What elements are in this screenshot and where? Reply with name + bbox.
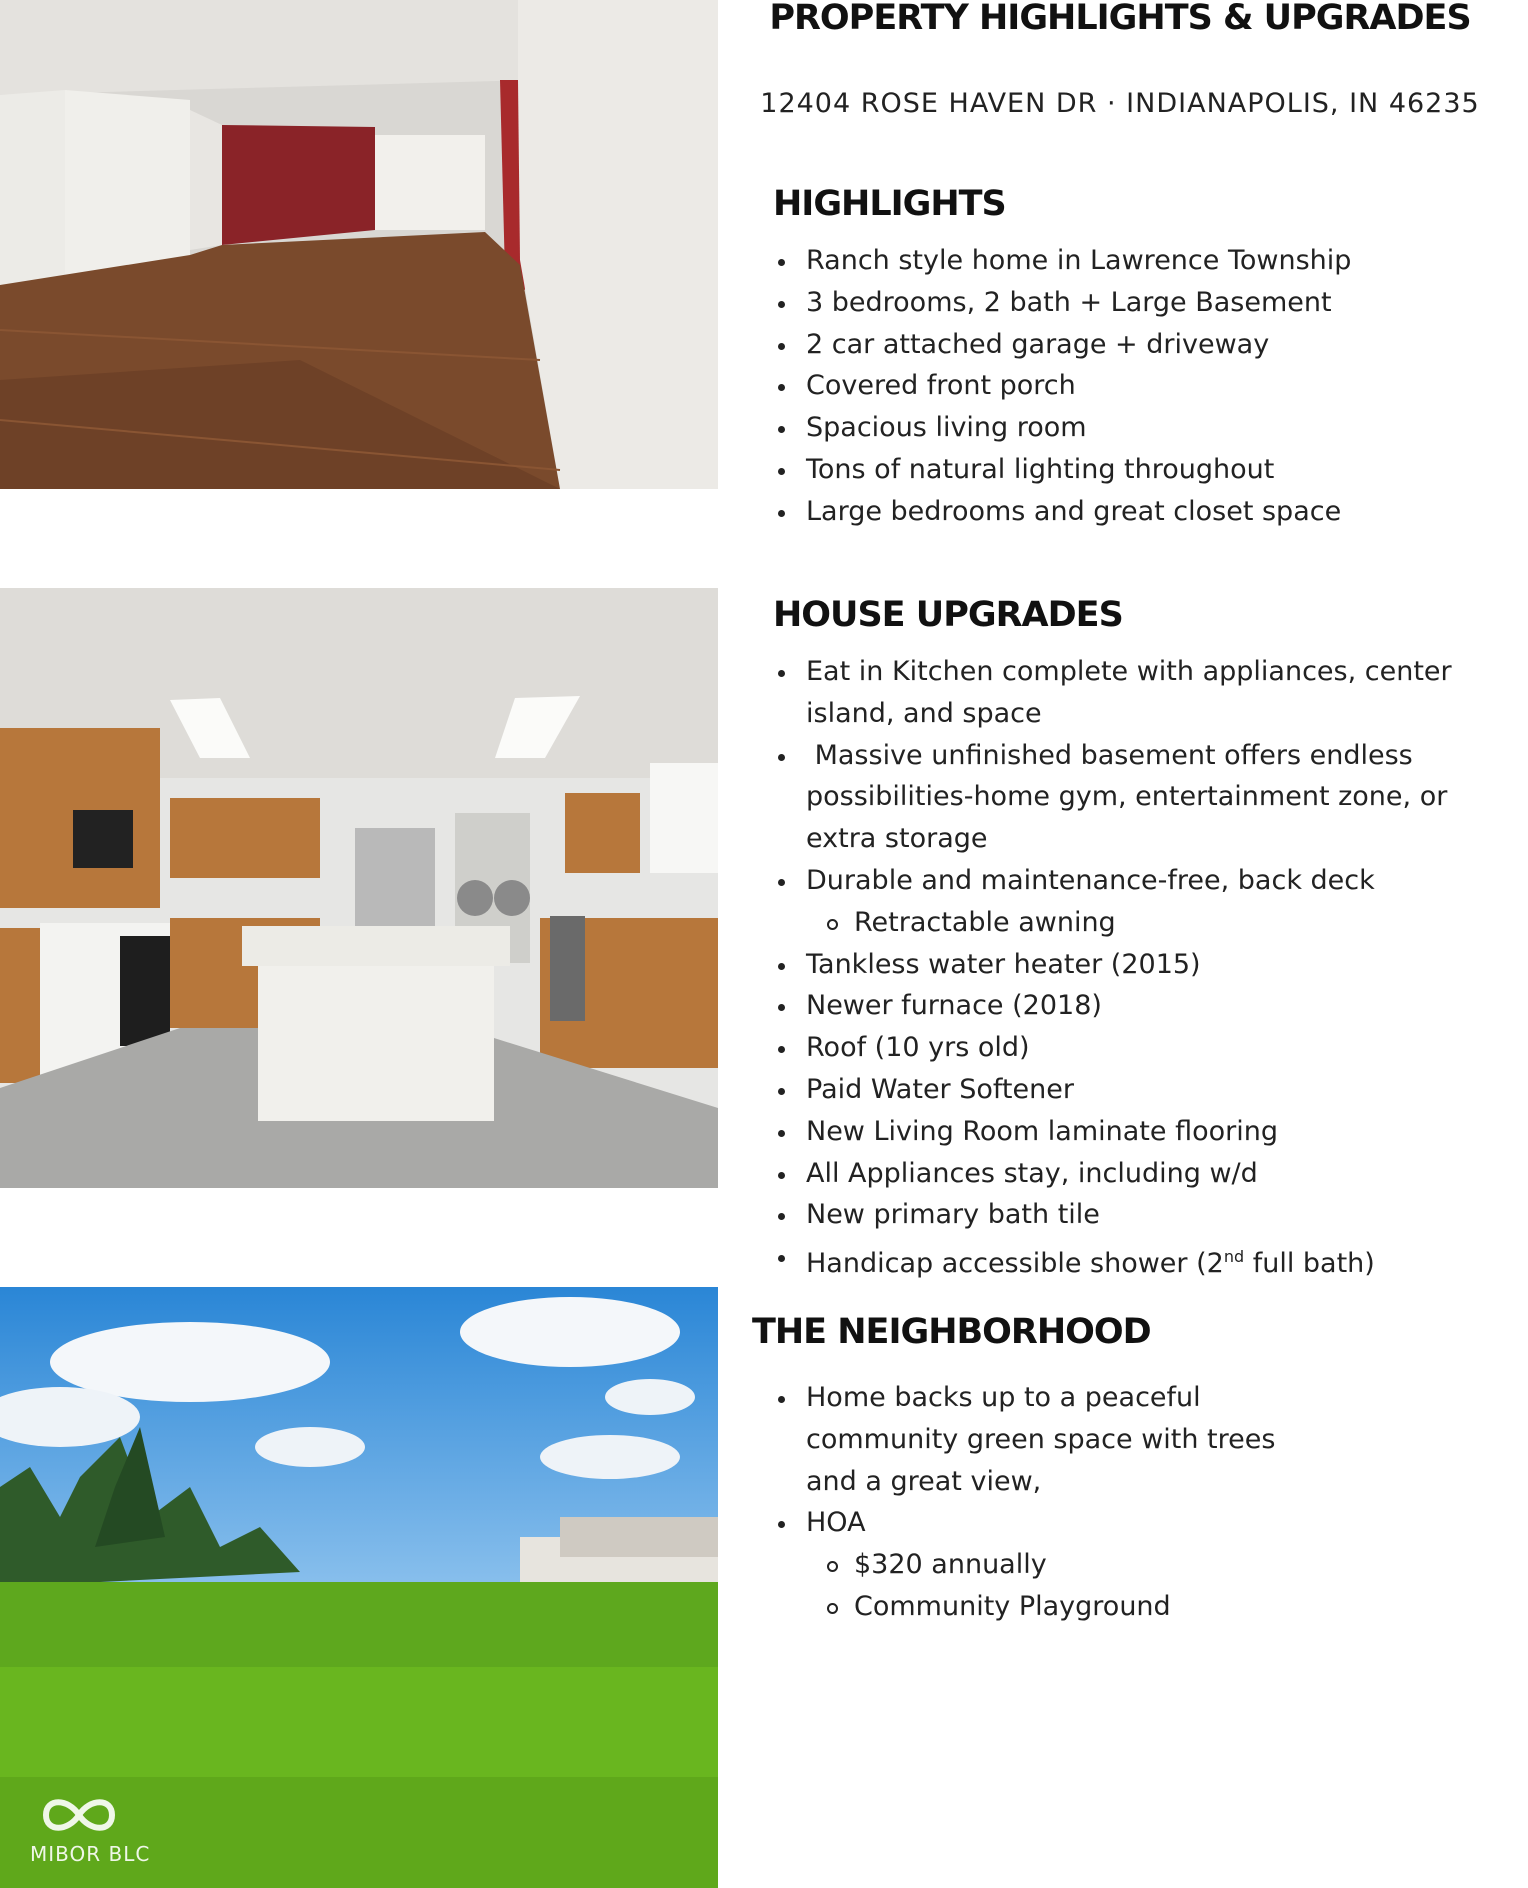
property-address: 12404 ROSE HAVEN DR · INDIANAPOLIS, IN 46235 xyxy=(760,88,1480,119)
list-item: Newer furnace (2018) xyxy=(772,985,1528,1027)
list-item: New Living Room laminate flooring xyxy=(772,1111,1528,1153)
list-item: Large bedrooms and great closet space xyxy=(772,491,1492,533)
sub-list-item: $320 annually xyxy=(772,1544,1492,1586)
list-item: All Appliances stay, including w/d xyxy=(772,1153,1528,1195)
list-item: Tankless water heater (2015) xyxy=(772,944,1528,986)
list-item: New primary bath tile xyxy=(772,1194,1528,1236)
sub-list-item: Community Playground xyxy=(772,1586,1492,1628)
list-item: Roof (10 yrs old) xyxy=(772,1027,1528,1069)
neighborhood-heading: THE NEIGHBORHOOD xyxy=(752,1312,1151,1352)
mibor-watermark xyxy=(30,1792,150,1866)
list-item: Tons of natural lighting throughout xyxy=(772,449,1492,491)
neighborhood-list xyxy=(772,1377,1492,1628)
item-text: full bath) xyxy=(1244,1248,1375,1280)
infinity-logo-icon xyxy=(30,1792,128,1838)
list-item xyxy=(772,1236,1528,1285)
living-room-photo xyxy=(0,0,718,489)
highlights-list xyxy=(772,240,1492,533)
upgrades-list xyxy=(772,651,1528,1285)
list-item: Covered front porch xyxy=(772,365,1492,407)
list-item: Durable and maintenance-free, back deck xyxy=(772,860,1528,902)
watermark-text: MIBOR BLC xyxy=(30,1842,151,1866)
item-text: Handicap accessible shower (2 xyxy=(806,1248,1224,1280)
list-item: 3 bedrooms, 2 bath + Large Basement xyxy=(772,282,1492,324)
sub-list-item: Retractable awning xyxy=(772,902,1528,944)
ordinal-superscript: nd xyxy=(1223,1247,1245,1267)
list-item: Massive unfinished basement offers endless possibilities-home gym, entertainment zone, or extra storage xyxy=(772,735,1521,860)
list-item: Home backs up to a peaceful community green space with trees and a great view, xyxy=(772,1377,1326,1502)
kitchen-photo xyxy=(0,588,718,1188)
list-item: HOA xyxy=(772,1502,1492,1544)
list-item: Ranch style home in Lawrence Township xyxy=(772,240,1492,282)
highlights-heading: HIGHLIGHTS xyxy=(773,184,1006,224)
list-item: 2 car attached garage + driveway xyxy=(772,324,1492,366)
list-item: Paid Water Softener xyxy=(772,1069,1528,1111)
page-title: PROPERTY HIGHLIGHTS & UPGRADES xyxy=(769,0,1471,38)
list-item: Eat in Kitchen complete with appliances, center island, and space xyxy=(772,651,1528,735)
list-item: Spacious living room xyxy=(772,407,1492,449)
upgrades-heading: HOUSE UPGRADES xyxy=(773,595,1123,635)
